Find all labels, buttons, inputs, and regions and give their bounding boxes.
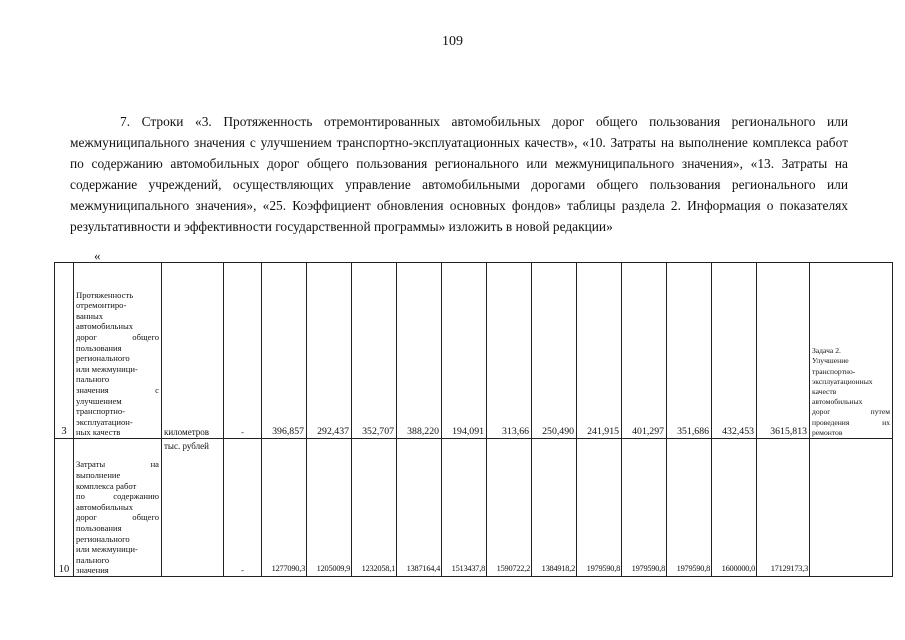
indicator-value: 1979590,8	[622, 439, 667, 577]
indicator-name-line: автомобильных	[76, 501, 134, 512]
indicator-name-line: дорог общего	[76, 332, 159, 343]
indicator-value: 1513437,8	[442, 439, 487, 577]
indicator-value: 1979590,8	[577, 439, 622, 577]
indicator-value: 352,707	[352, 263, 397, 439]
indicator-name-line: пользования	[76, 342, 122, 353]
task-description-line: эксплуатационных	[812, 376, 873, 386]
indicator-name-line: транспортно-	[76, 406, 125, 417]
indicator-value: 194,091	[442, 263, 487, 439]
indicator-value: 1979590,8	[667, 439, 712, 577]
row-number: 3	[55, 263, 74, 439]
indicator-name-line: комплекса работ	[76, 480, 137, 491]
indicator-name-line: регионального	[76, 533, 130, 544]
indicator-name-line: выполнение	[76, 470, 121, 481]
indicator-value: 1387164,4	[397, 439, 442, 577]
task-description	[810, 263, 893, 439]
task-description-line: ремонтов	[812, 427, 843, 437]
indicator-value: 292,437	[307, 263, 352, 439]
indicator-name-line: ванных	[76, 310, 104, 321]
indicators-table	[54, 262, 893, 577]
task-description	[810, 439, 893, 577]
unit-of-measure: километров	[162, 263, 224, 439]
indicator-name-line: Протяженность	[76, 289, 134, 300]
table-row	[55, 263, 893, 439]
indicator-name-line: дорог общего	[76, 512, 159, 523]
task-description-line: Улучшение	[812, 356, 849, 366]
indicator-name-line: улучшением	[76, 395, 122, 406]
indicator-value: 313,66	[487, 263, 532, 439]
indicator-value: 241,915	[577, 263, 622, 439]
baseline-value: -	[224, 439, 262, 577]
task-description-line: проведения их	[812, 417, 890, 427]
indicator-value: 1384918,2	[532, 439, 577, 577]
indicator-value: 351,686	[667, 263, 712, 439]
task-description-line: дорог путем	[812, 407, 890, 417]
indicator-name-line: отремонтиро-	[76, 300, 127, 311]
indicator-name-line: эксплуатацион-	[76, 416, 133, 427]
table-row	[55, 439, 893, 577]
indicator-name-line: пального	[76, 554, 110, 565]
indicator-name-line: пального	[76, 374, 110, 385]
indicator-name	[74, 263, 162, 439]
indicator-name-line: значения	[76, 565, 109, 576]
indicator-value: 1600000,0	[712, 439, 757, 577]
opening-quote-mark: «	[94, 248, 101, 263]
task-description-line: качеств	[812, 386, 837, 396]
row-number: 10	[55, 439, 74, 577]
page-number: 109	[442, 34, 463, 49]
task-description-line: автомобильных	[812, 397, 863, 407]
indicator-value: 1590722,2	[487, 439, 532, 577]
indicator-value: 432,453	[712, 263, 757, 439]
indicator-name-line: по содержанию	[76, 491, 159, 502]
indicator-value: 1277090,3	[262, 439, 307, 577]
indicator-name-line: или межмуници-	[76, 363, 138, 374]
indicator-name-line: регионального	[76, 353, 130, 364]
indicator-name-line: пользования	[76, 523, 122, 534]
indicator-value: 388,220	[397, 263, 442, 439]
unit-of-measure: тыс. рублей	[162, 439, 224, 577]
amendment-paragraph	[70, 111, 848, 237]
indicator-name-line: значения с	[76, 385, 159, 396]
indicator-value: 396,857	[262, 263, 307, 439]
task-description-line: транспортно-	[812, 366, 856, 376]
amendment-text: 7. Строки «3. Протяженность отремонтированных автомобильных дорог общего пользования регионального или межмуниципального значения с улучшением транспортно-эксплуатационных качеств», «10. Затраты на выполнение комплекса работ по содержанию автомобильных дорог общего пользования регионального или межмуниципального значения», «13. Затраты на содержание учреждений, осуществляющих управление автомобильными дорогами общего пользования регионального или межмуниципального значения», «25. Коэффициент обновления основных фондов» таблицы раздела 2. Информация о показателях результативности и эффективности государственной программы» изложить в новой редакции»	[70, 114, 848, 234]
indicator-value: 17129173,3	[757, 439, 810, 577]
indicator-value: 401,297	[622, 263, 667, 439]
task-description-line: Задача 2.	[812, 346, 841, 356]
indicator-value: 250,490	[532, 263, 577, 439]
indicator-name-line: или межмуници-	[76, 544, 138, 555]
baseline-value: -	[224, 263, 262, 439]
indicator-value: 1205009,9	[307, 439, 352, 577]
indicator-name-line: Затраты на	[76, 459, 159, 470]
indicator-name-line: ных качеств	[76, 427, 121, 438]
indicator-value: 1232058,1	[352, 439, 397, 577]
indicator-name-line: автомобильных	[76, 321, 134, 332]
indicator-name	[74, 439, 162, 577]
indicator-value: 3615,813	[757, 263, 810, 439]
